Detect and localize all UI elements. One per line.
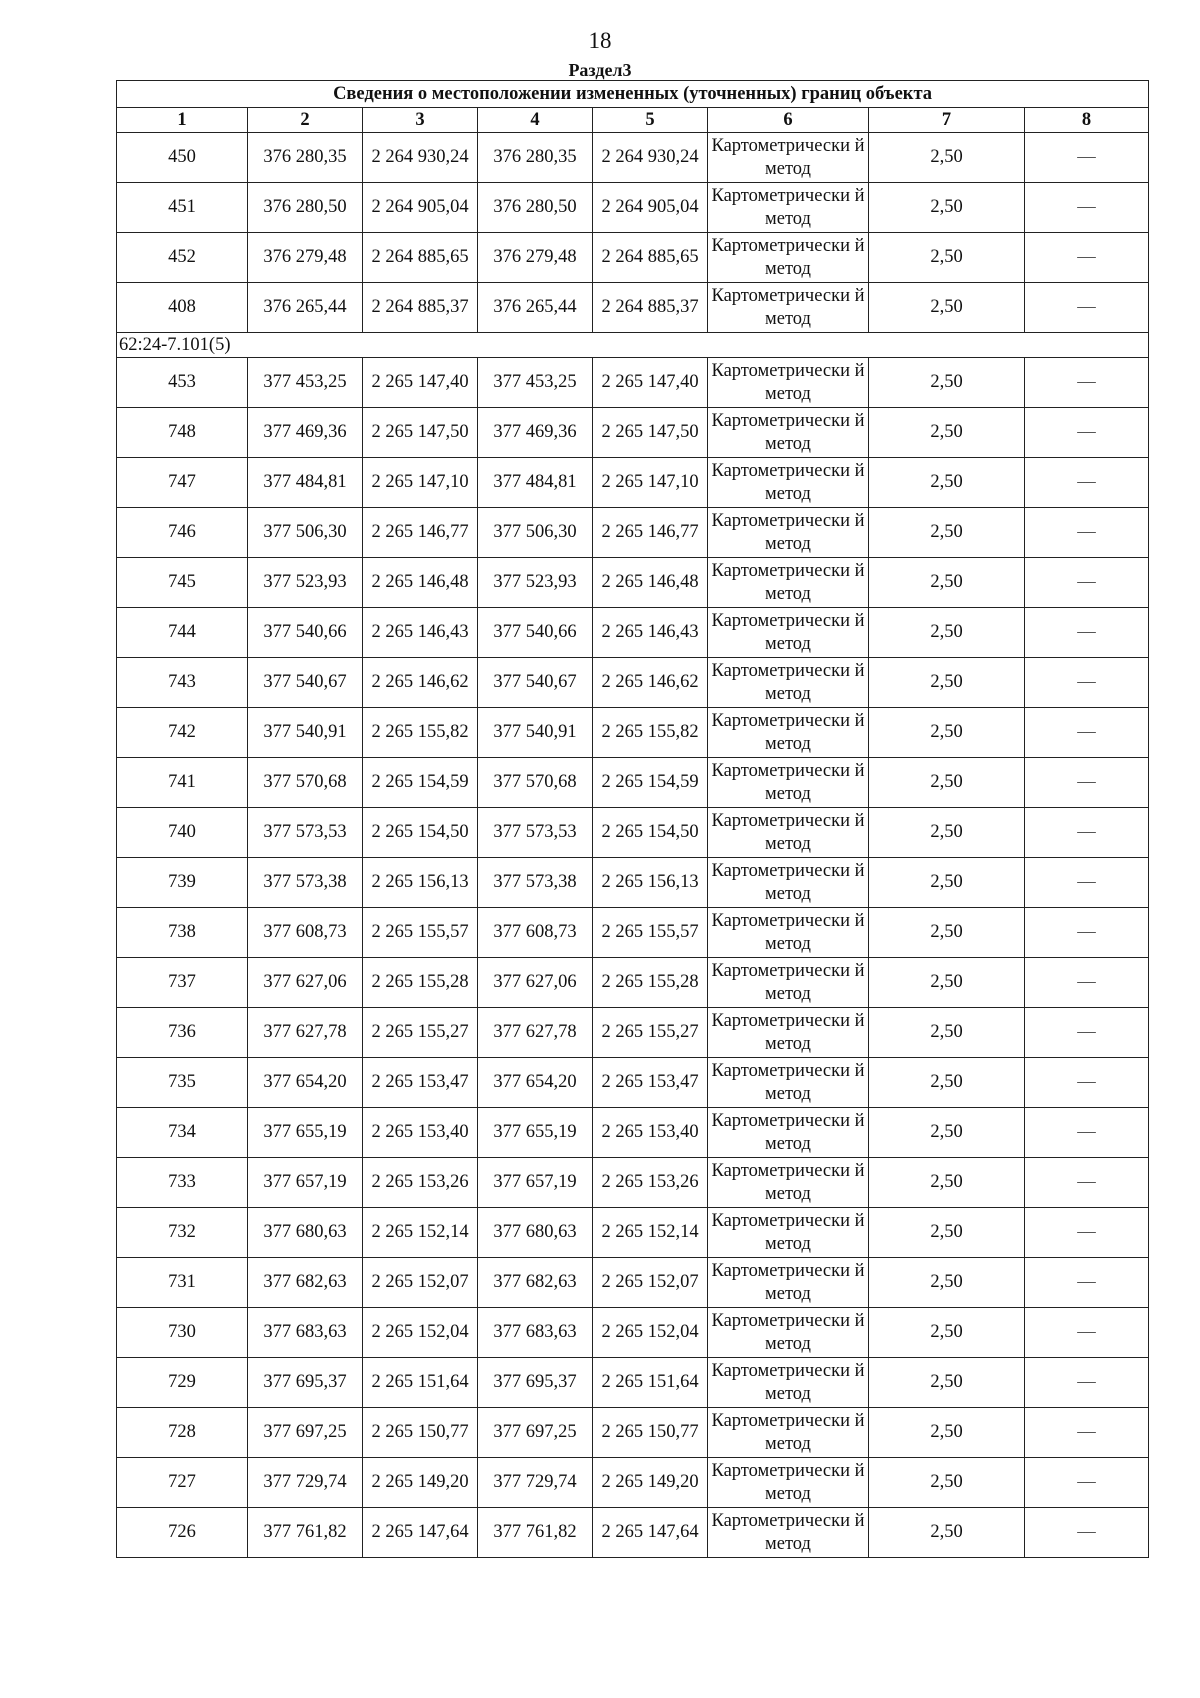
x-new-cell: 377 540,91	[478, 708, 593, 758]
table-row	[117, 1308, 1149, 1358]
page-number: 18	[588, 28, 612, 53]
table-row	[117, 1158, 1149, 1208]
point-number-cell: 731	[117, 1258, 248, 1308]
table-row	[117, 758, 1149, 808]
y-old-cell: 2 265 146,48	[363, 558, 478, 608]
accuracy-cell: 2,50	[869, 1208, 1025, 1258]
x-new-cell: 377 654,20	[478, 1058, 593, 1108]
y-old-cell: 2 265 152,04	[363, 1308, 478, 1358]
point-number-cell: 742	[117, 708, 248, 758]
accuracy-cell: 2,50	[869, 133, 1025, 183]
table-row	[117, 1008, 1149, 1058]
y-new-cell: 2 265 149,20	[593, 1458, 708, 1508]
method-cell: Картометрически й метод	[708, 233, 869, 283]
x-old-cell: 377 453,25	[248, 358, 363, 408]
description-cell: —	[1025, 1308, 1149, 1358]
point-number-cell: 408	[117, 283, 248, 333]
y-old-cell: 2 265 146,77	[363, 508, 478, 558]
method-cell: Картометрически й метод	[708, 608, 869, 658]
x-old-cell: 376 280,35	[248, 133, 363, 183]
point-number-cell: 729	[117, 1358, 248, 1408]
description-cell: —	[1025, 608, 1149, 658]
accuracy-cell: 2,50	[869, 608, 1025, 658]
point-number-cell: 739	[117, 858, 248, 908]
description-cell: —	[1025, 183, 1149, 233]
method-cell: Картометрически й метод	[708, 1158, 869, 1208]
column-number: 7	[869, 108, 1025, 133]
x-old-cell: 377 761,82	[248, 1508, 363, 1558]
accuracy-cell: 2,50	[869, 1058, 1025, 1108]
y-new-cell: 2 265 152,14	[593, 1208, 708, 1258]
description-cell: —	[1025, 1108, 1149, 1158]
accuracy-cell: 2,50	[869, 658, 1025, 708]
method-cell: Картометрически й метод	[708, 408, 869, 458]
table-row	[117, 183, 1149, 233]
y-new-cell: 2 265 151,64	[593, 1358, 708, 1408]
accuracy-cell: 2,50	[869, 1408, 1025, 1458]
description-cell: —	[1025, 1408, 1149, 1458]
accuracy-cell: 2,50	[869, 758, 1025, 808]
method-cell: Картометрически й метод	[708, 1008, 869, 1058]
point-number-cell: 733	[117, 1158, 248, 1208]
x-old-cell: 377 523,93	[248, 558, 363, 608]
x-old-cell: 377 655,19	[248, 1108, 363, 1158]
x-new-cell: 377 570,68	[478, 758, 593, 808]
description-cell: —	[1025, 758, 1149, 808]
point-number-cell: 743	[117, 658, 248, 708]
description-cell: —	[1025, 1008, 1149, 1058]
y-old-cell: 2 265 149,20	[363, 1458, 478, 1508]
description-cell: —	[1025, 858, 1149, 908]
point-number-cell: 452	[117, 233, 248, 283]
y-new-cell: 2 265 150,77	[593, 1408, 708, 1458]
group-row	[117, 333, 1149, 358]
x-new-cell: 377 683,63	[478, 1308, 593, 1358]
point-number-cell: 737	[117, 958, 248, 1008]
y-new-cell: 2 265 155,82	[593, 708, 708, 758]
accuracy-cell: 2,50	[869, 958, 1025, 1008]
y-old-cell: 2 265 156,13	[363, 858, 478, 908]
point-number-cell: 741	[117, 758, 248, 808]
y-new-cell: 2 265 155,28	[593, 958, 708, 1008]
x-old-cell: 377 540,91	[248, 708, 363, 758]
method-cell: Картометрически й метод	[708, 658, 869, 708]
accuracy-cell: 2,50	[869, 1308, 1025, 1358]
y-new-cell: 2 264 885,65	[593, 233, 708, 283]
y-old-cell: 2 265 146,62	[363, 658, 478, 708]
column-number-row	[117, 108, 1149, 133]
description-cell: —	[1025, 233, 1149, 283]
y-new-cell: 2 265 155,27	[593, 1008, 708, 1058]
y-new-cell: 2 265 154,59	[593, 758, 708, 808]
method-cell: Картометрически й метод	[708, 1108, 869, 1158]
y-old-cell: 2 265 147,40	[363, 358, 478, 408]
method-cell: Картометрически й метод	[708, 958, 869, 1008]
method-cell: Картометрически й метод	[708, 858, 869, 908]
accuracy-cell: 2,50	[869, 408, 1025, 458]
point-number-cell: 732	[117, 1208, 248, 1258]
x-old-cell: 377 654,20	[248, 1058, 363, 1108]
x-old-cell: 377 506,30	[248, 508, 363, 558]
column-number: 5	[593, 108, 708, 133]
x-new-cell: 377 469,36	[478, 408, 593, 458]
description-cell: —	[1025, 408, 1149, 458]
y-old-cell: 2 265 152,07	[363, 1258, 478, 1308]
section-title: Раздел3	[568, 60, 632, 80]
y-old-cell: 2 264 885,65	[363, 233, 478, 283]
y-old-cell: 2 264 930,24	[363, 133, 478, 183]
description-cell: —	[1025, 508, 1149, 558]
y-new-cell: 2 265 156,13	[593, 858, 708, 908]
x-new-cell: 377 695,37	[478, 1358, 593, 1408]
column-number: 2	[248, 108, 363, 133]
x-old-cell: 377 540,67	[248, 658, 363, 708]
method-cell: Картометрически й метод	[708, 508, 869, 558]
y-old-cell: 2 265 152,14	[363, 1208, 478, 1258]
point-number-cell: 736	[117, 1008, 248, 1058]
description-cell: —	[1025, 133, 1149, 183]
table-row	[117, 1058, 1149, 1108]
x-new-cell: 376 280,35	[478, 133, 593, 183]
table-row	[117, 808, 1149, 858]
point-number-cell: 735	[117, 1058, 248, 1108]
method-cell: Картометрически й метод	[708, 1358, 869, 1408]
table-row	[117, 1258, 1149, 1308]
y-old-cell: 2 265 154,59	[363, 758, 478, 808]
column-number: 8	[1025, 108, 1149, 133]
table-row	[117, 658, 1149, 708]
point-number-cell: 730	[117, 1308, 248, 1358]
table-row	[117, 1208, 1149, 1258]
method-cell: Картометрически й метод	[708, 1458, 869, 1508]
method-cell: Картометрически й метод	[708, 758, 869, 808]
y-new-cell: 2 265 155,57	[593, 908, 708, 958]
accuracy-cell: 2,50	[869, 1158, 1025, 1208]
x-old-cell: 377 573,53	[248, 808, 363, 858]
description-cell: —	[1025, 1358, 1149, 1408]
point-number-cell: 740	[117, 808, 248, 858]
accuracy-cell: 2,50	[869, 508, 1025, 558]
description-cell: —	[1025, 708, 1149, 758]
accuracy-cell: 2,50	[869, 1358, 1025, 1408]
y-old-cell: 2 265 155,27	[363, 1008, 478, 1058]
y-old-cell: 2 265 147,10	[363, 458, 478, 508]
description-cell: —	[1025, 1508, 1149, 1558]
point-number-cell: 745	[117, 558, 248, 608]
method-cell: Картометрически й метод	[708, 808, 869, 858]
description-cell: —	[1025, 1458, 1149, 1508]
accuracy-cell: 2,50	[869, 1458, 1025, 1508]
x-old-cell: 377 697,25	[248, 1408, 363, 1458]
x-old-cell: 377 729,74	[248, 1458, 363, 1508]
y-new-cell: 2 264 885,37	[593, 283, 708, 333]
x-new-cell: 377 697,25	[478, 1408, 593, 1458]
method-cell: Картометрически й метод	[708, 183, 869, 233]
y-old-cell: 2 265 146,43	[363, 608, 478, 658]
description-cell: —	[1025, 958, 1149, 1008]
method-cell: Картометрически й метод	[708, 558, 869, 608]
y-new-cell: 2 265 146,77	[593, 508, 708, 558]
method-cell: Картометрически й метод	[708, 283, 869, 333]
x-new-cell: 377 627,78	[478, 1008, 593, 1058]
group-label: 62:24-7.101(5)	[117, 333, 1149, 358]
x-old-cell: 377 484,81	[248, 458, 363, 508]
x-old-cell: 376 265,44	[248, 283, 363, 333]
x-old-cell: 377 695,37	[248, 1358, 363, 1408]
point-number-cell: 734	[117, 1108, 248, 1158]
table-row	[117, 283, 1149, 333]
y-new-cell: 2 265 152,07	[593, 1258, 708, 1308]
x-new-cell: 376 280,50	[478, 183, 593, 233]
point-number-cell: 727	[117, 1458, 248, 1508]
x-new-cell: 377 627,06	[478, 958, 593, 1008]
y-new-cell: 2 265 153,26	[593, 1158, 708, 1208]
table-row	[117, 133, 1149, 183]
y-old-cell: 2 265 151,64	[363, 1358, 478, 1408]
table-row	[117, 1358, 1149, 1408]
x-new-cell: 377 453,25	[478, 358, 593, 408]
table-row	[117, 958, 1149, 1008]
accuracy-cell: 2,50	[869, 233, 1025, 283]
description-cell: —	[1025, 283, 1149, 333]
x-new-cell: 377 523,93	[478, 558, 593, 608]
x-new-cell: 377 761,82	[478, 1508, 593, 1558]
x-new-cell: 377 540,67	[478, 658, 593, 708]
x-old-cell: 377 573,38	[248, 858, 363, 908]
y-new-cell: 2 264 930,24	[593, 133, 708, 183]
y-old-cell: 2 265 153,47	[363, 1058, 478, 1108]
table-row	[117, 1408, 1149, 1458]
x-new-cell: 377 608,73	[478, 908, 593, 958]
point-number-cell: 453	[117, 358, 248, 408]
x-new-cell: 377 506,30	[478, 508, 593, 558]
method-cell: Картометрически й метод	[708, 1058, 869, 1108]
x-old-cell: 377 608,73	[248, 908, 363, 958]
table-row	[117, 508, 1149, 558]
table-row	[117, 708, 1149, 758]
accuracy-cell: 2,50	[869, 183, 1025, 233]
y-old-cell: 2 265 150,77	[363, 1408, 478, 1458]
accuracy-cell: 2,50	[869, 558, 1025, 608]
description-cell: —	[1025, 908, 1149, 958]
y-new-cell: 2 265 147,50	[593, 408, 708, 458]
y-new-cell: 2 265 153,40	[593, 1108, 708, 1158]
accuracy-cell: 2,50	[869, 358, 1025, 408]
accuracy-cell: 2,50	[869, 808, 1025, 858]
x-old-cell: 377 627,06	[248, 958, 363, 1008]
x-old-cell: 377 657,19	[248, 1158, 363, 1208]
x-new-cell: 377 573,53	[478, 808, 593, 858]
description-cell: —	[1025, 1058, 1149, 1108]
point-number-cell: 451	[117, 183, 248, 233]
description-cell: —	[1025, 458, 1149, 508]
y-old-cell: 2 265 155,82	[363, 708, 478, 758]
accuracy-cell: 2,50	[869, 458, 1025, 508]
point-number-cell: 738	[117, 908, 248, 958]
column-number: 1	[117, 108, 248, 133]
y-old-cell: 2 265 154,50	[363, 808, 478, 858]
table-body	[117, 133, 1149, 1558]
point-number-cell: 748	[117, 408, 248, 458]
description-cell: —	[1025, 1208, 1149, 1258]
y-old-cell: 2 265 155,28	[363, 958, 478, 1008]
x-old-cell: 377 627,78	[248, 1008, 363, 1058]
method-cell: Картометрически й метод	[708, 458, 869, 508]
description-cell: —	[1025, 808, 1149, 858]
point-number-cell: 450	[117, 133, 248, 183]
accuracy-cell: 2,50	[869, 283, 1025, 333]
x-new-cell: 377 680,63	[478, 1208, 593, 1258]
x-old-cell: 377 682,63	[248, 1258, 363, 1308]
y-old-cell: 2 265 147,50	[363, 408, 478, 458]
method-cell: Картометрически й метод	[708, 1308, 869, 1358]
y-new-cell: 2 265 147,64	[593, 1508, 708, 1558]
column-number: 4	[478, 108, 593, 133]
method-cell: Картометрически й метод	[708, 1258, 869, 1308]
table-row	[117, 458, 1149, 508]
method-cell: Картометрически й метод	[708, 133, 869, 183]
description-cell: —	[1025, 358, 1149, 408]
table-row	[117, 858, 1149, 908]
accuracy-cell: 2,50	[869, 708, 1025, 758]
x-old-cell: 377 540,66	[248, 608, 363, 658]
y-new-cell: 2 264 905,04	[593, 183, 708, 233]
table-row	[117, 1108, 1149, 1158]
point-number-cell: 746	[117, 508, 248, 558]
x-new-cell: 377 729,74	[478, 1458, 593, 1508]
y-old-cell: 2 265 147,64	[363, 1508, 478, 1558]
method-cell: Картометрически й метод	[708, 1508, 869, 1558]
point-number-cell: 728	[117, 1408, 248, 1458]
column-number: 3	[363, 108, 478, 133]
y-old-cell: 2 265 153,40	[363, 1108, 478, 1158]
point-number-cell: 744	[117, 608, 248, 658]
y-old-cell: 2 264 905,04	[363, 183, 478, 233]
x-new-cell: 377 657,19	[478, 1158, 593, 1208]
y-old-cell: 2 265 155,57	[363, 908, 478, 958]
x-old-cell: 376 280,50	[248, 183, 363, 233]
y-new-cell: 2 265 147,10	[593, 458, 708, 508]
x-new-cell: 377 540,66	[478, 608, 593, 658]
table-row	[117, 1508, 1149, 1558]
method-cell: Картометрически й метод	[708, 908, 869, 958]
table-row	[117, 1458, 1149, 1508]
accuracy-cell: 2,50	[869, 908, 1025, 958]
description-cell: —	[1025, 658, 1149, 708]
accuracy-cell: 2,50	[869, 1008, 1025, 1058]
table-row	[117, 358, 1149, 408]
y-new-cell: 2 265 146,48	[593, 558, 708, 608]
y-new-cell: 2 265 147,40	[593, 358, 708, 408]
description-cell: —	[1025, 1258, 1149, 1308]
y-new-cell: 2 265 146,43	[593, 608, 708, 658]
column-number: 6	[708, 108, 869, 133]
method-cell: Картометрически й метод	[708, 1408, 869, 1458]
y-new-cell: 2 265 146,62	[593, 658, 708, 708]
x-new-cell: 377 655,19	[478, 1108, 593, 1158]
table-row	[117, 908, 1149, 958]
table-caption: Сведения о местоположении измененных (уточненных) границ объекта	[117, 81, 1149, 108]
table-row	[117, 608, 1149, 658]
y-new-cell: 2 265 153,47	[593, 1058, 708, 1108]
accuracy-cell: 2,50	[869, 1508, 1025, 1558]
x-old-cell: 377 680,63	[248, 1208, 363, 1258]
method-cell: Картометрически й метод	[708, 358, 869, 408]
description-cell: —	[1025, 1158, 1149, 1208]
x-old-cell: 377 570,68	[248, 758, 363, 808]
y-new-cell: 2 265 154,50	[593, 808, 708, 858]
accuracy-cell: 2,50	[869, 858, 1025, 908]
y-old-cell: 2 265 153,26	[363, 1158, 478, 1208]
x-old-cell: 377 469,36	[248, 408, 363, 458]
x-new-cell: 377 682,63	[478, 1258, 593, 1308]
description-cell: —	[1025, 558, 1149, 608]
method-cell: Картометрически й метод	[708, 708, 869, 758]
y-new-cell: 2 265 152,04	[593, 1308, 708, 1358]
table-row	[117, 558, 1149, 608]
point-number-cell: 747	[117, 458, 248, 508]
point-number-cell: 726	[117, 1508, 248, 1558]
boundary-coordinates-table	[116, 80, 1149, 1558]
x-old-cell: 377 683,63	[248, 1308, 363, 1358]
table-row	[117, 408, 1149, 458]
x-new-cell: 377 484,81	[478, 458, 593, 508]
x-new-cell: 376 279,48	[478, 233, 593, 283]
method-cell: Картометрически й метод	[708, 1208, 869, 1258]
y-old-cell: 2 264 885,37	[363, 283, 478, 333]
table-row	[117, 233, 1149, 283]
accuracy-cell: 2,50	[869, 1108, 1025, 1158]
accuracy-cell: 2,50	[869, 1258, 1025, 1308]
x-old-cell: 376 279,48	[248, 233, 363, 283]
x-new-cell: 377 573,38	[478, 858, 593, 908]
x-new-cell: 376 265,44	[478, 283, 593, 333]
